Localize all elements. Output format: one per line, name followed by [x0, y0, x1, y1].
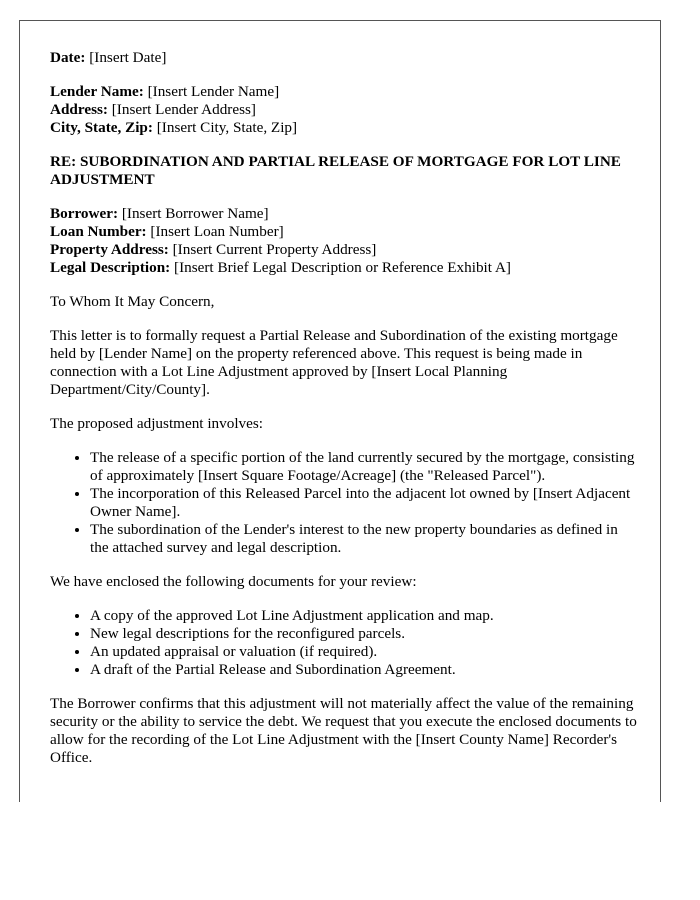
list-item: • A draft of the Partial Release and Subordination Agreement.: [90, 661, 640, 679]
documents-list: [50, 607, 640, 679]
list-item: • A copy of the approved Lot Line Adjustment application and map.: [90, 607, 640, 625]
letter-body: [50, 49, 640, 783]
borrower-value: [Insert Borrower Name]: [118, 205, 269, 222]
adjustment-intro: The proposed adjustment involves:: [50, 415, 264, 432]
documents-intro: We have enclosed the following documents for your review:: [50, 573, 417, 590]
lender-csz-line: [50, 119, 640, 137]
list-item: • The subordination of the Lender's interest to the new property boundaries as defined in the attached survey and legal description.: [90, 521, 640, 557]
date-block: [50, 49, 640, 67]
salutation: To Whom It May Concern,: [50, 293, 215, 310]
list-item: • An updated appraisal or valuation (if required).: [90, 643, 640, 661]
lender-csz-value: [Insert City, State, Zip]: [152, 119, 298, 136]
list-item: • The release of a specific portion of the land currently secured by the mortgage, consisting of approximately [Insert Square Footage/Acreage] (the "Released Parcel").: [90, 449, 640, 485]
lender-name-line: [50, 83, 640, 101]
date-label: Date:: [50, 49, 86, 66]
lender-address-label: Address:: [50, 101, 108, 118]
lender-address-value: [Insert Lender Address]: [107, 101, 256, 118]
borrower-label: Borrower:: [50, 205, 119, 222]
date-line: [50, 49, 640, 67]
re-heading: RE: SUBORDINATION AND PARTIAL RELEASE OF MORTGAGE FOR LOT LINE ADJUSTMENT: [50, 153, 621, 188]
lender-csz-label: City, State, Zip:: [50, 119, 153, 136]
lender-address-line: [50, 101, 640, 119]
borrower-line: [50, 205, 640, 223]
list-item: • The incorporation of this Released Parcel into the adjacent lot owned by [Insert Adjacent Owner Name].: [90, 485, 640, 521]
property-address-line: [50, 241, 640, 259]
property-address-value: [Insert Current Property Address]: [168, 241, 377, 258]
letter-page: [19, 20, 661, 802]
loan-number-label: Loan Number:: [50, 223, 147, 240]
lender-block: [50, 83, 640, 137]
legal-description-label: Legal Description:: [50, 259, 171, 276]
lender-name-value: [Insert Lender Name]: [143, 83, 280, 100]
closing-paragraph: The Borrower confirms that this adjustment will not materially affect the value of the remaining security or the ability to service the debt. We request that you execute the enclosed documents to allow for the recording of the Lot Line Adjustment with the [Insert County Name] Recorder's Office.: [50, 695, 637, 766]
date-value: [Insert Date]: [85, 49, 167, 66]
loan-number-line: [50, 223, 640, 241]
adjustment-list: [50, 449, 640, 557]
legal-description-value: [Insert Brief Legal Description or Reference Exhibit A]: [170, 259, 511, 276]
loan-number-value: [Insert Loan Number]: [146, 223, 284, 240]
loan-info-block: [50, 205, 640, 277]
property-address-label: Property Address:: [50, 241, 169, 258]
lender-name-label: Lender Name:: [50, 83, 144, 100]
legal-description-line: [50, 259, 640, 277]
list-item: • New legal descriptions for the reconfigured parcels.: [90, 625, 640, 643]
request-paragraph: This letter is to formally request a Partial Release and Subordination of the existing mortgage held by [Lender Name] on the property referenced above. This request is being made in connection with a Lot Line Adjustment approved by [Insert Local Planning Department/City/County].: [50, 327, 618, 398]
